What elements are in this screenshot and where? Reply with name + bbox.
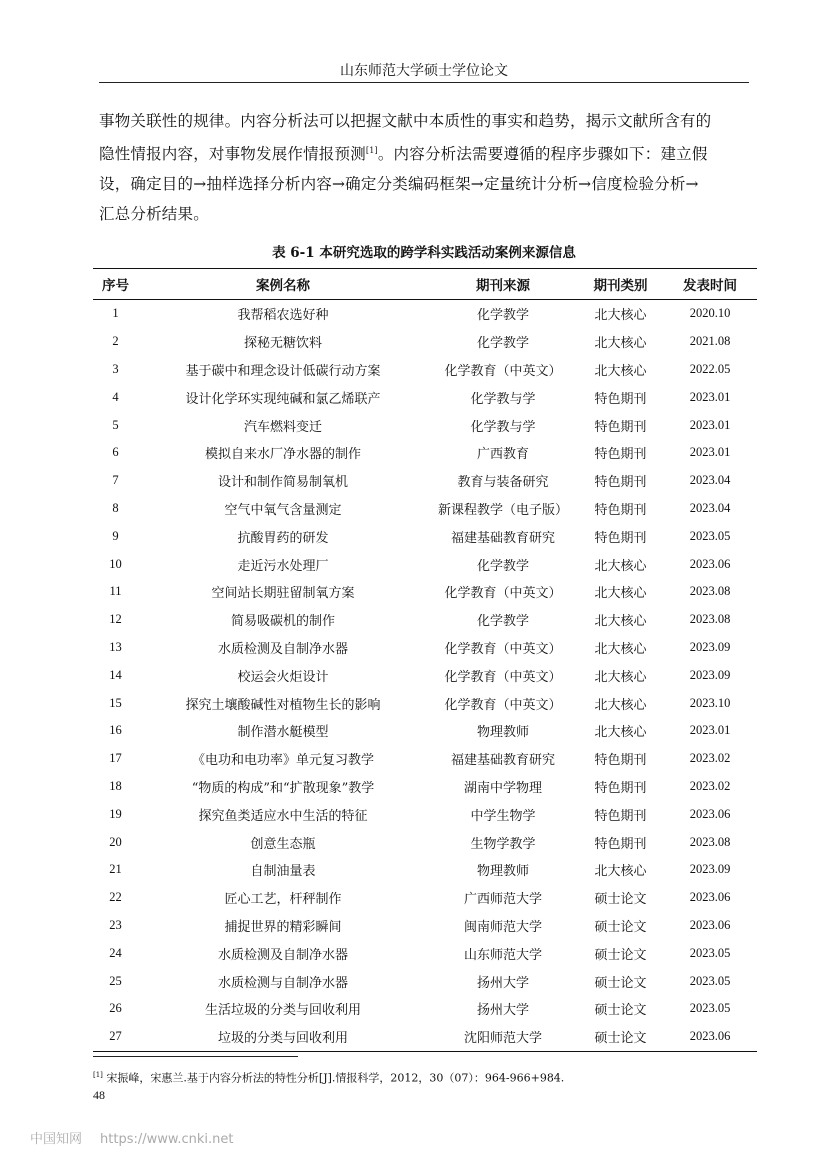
- row-case-name: 探究土壤酸碱性对植物生长的影响: [185, 697, 381, 713]
- running-header: 山东师范大学硕士学位论文: [340, 63, 508, 79]
- row-publish-date: 2023.08: [689, 834, 731, 849]
- row-journal-category: 北大核心: [594, 336, 647, 352]
- row-publish-date: 2023.06: [689, 556, 731, 571]
- table-row: [93, 967, 757, 995]
- row-index: 14: [109, 667, 122, 682]
- footnote-text: 宋振峰，宋惠兰.基于内容分析法的特性分析[J].情报科学，2012，30（07）：964-966+984.: [102, 1071, 565, 1085]
- row-journal-category: 特色期刊: [594, 780, 647, 796]
- row-case-name: 简易吸碳机的制作: [230, 614, 335, 630]
- row-index: 1: [112, 306, 119, 321]
- row-journal-category: 特色期刊: [594, 391, 647, 407]
- row-publish-date: 2023.05: [689, 973, 731, 988]
- watermark: [30, 1128, 233, 1147]
- table-row: [93, 717, 757, 745]
- row-case-name: 模拟自来水厂净水器的制作: [204, 447, 361, 463]
- row-journal-category: 特色期刊: [594, 502, 647, 518]
- row-journal-source: 化学教育（中英文）: [444, 586, 562, 602]
- row-journal-category: 硕士论文: [594, 892, 647, 908]
- row-case-name: 生活垃圾的分类与回收利用: [204, 1003, 361, 1019]
- row-index: 10: [109, 556, 122, 571]
- row-journal-category: 硕士论文: [578, 1023, 663, 1051]
- row-journal-category: 北大核心: [594, 558, 647, 574]
- row-publish-date: 2021.08: [689, 334, 731, 349]
- row-publish-date: 2023.05: [689, 945, 731, 960]
- row-case-name: 创意生态瓶: [250, 836, 316, 852]
- row-publish-date: 2023.06: [689, 917, 731, 932]
- row-index: 6: [112, 445, 119, 460]
- row-journal-category: 特色期刊: [594, 836, 647, 852]
- table-row: [93, 439, 757, 467]
- table-body: [93, 300, 757, 1052]
- table-row: [93, 522, 757, 550]
- row-journal-category: 硕士论文: [594, 947, 647, 963]
- row-publish-date: 2023.10: [689, 695, 731, 710]
- paragraph-line-2-text-b: 。内容分析法需要遵循的程序步骤如下：建立假: [377, 145, 708, 164]
- row-case-name: 匠心工艺，杆秤制作: [224, 892, 342, 908]
- row-index: 15: [109, 695, 122, 710]
- row-index: 11: [109, 584, 122, 599]
- row-publish-date: 2023.09: [689, 862, 731, 877]
- row-index: 2: [112, 334, 119, 349]
- row-case-name: 垃圾的分类与回收利用: [138, 1023, 428, 1051]
- row-publish-date: 2023.06: [689, 806, 731, 821]
- row-journal-source: 扬州大学: [476, 1003, 529, 1019]
- paragraph-line-2: [99, 136, 749, 169]
- row-publish-date: 2023.06: [663, 1023, 757, 1051]
- row-journal-source: 湖南中学物理: [463, 780, 542, 796]
- row-index: 8: [112, 500, 119, 515]
- table-row: [93, 495, 757, 523]
- row-case-name: 基于碳中和理念设计低碳行动方案: [185, 363, 381, 379]
- row-index: 17: [109, 751, 122, 766]
- row-index: 19: [109, 806, 122, 821]
- table-row: [93, 300, 757, 328]
- row-journal-source: 化学教与学: [470, 419, 536, 435]
- table-row: [93, 328, 757, 356]
- row-journal-category: 特色期刊: [594, 447, 647, 463]
- row-case-name: 探秘无糖饮料: [243, 336, 322, 352]
- row-journal-category: 北大核心: [594, 864, 647, 880]
- table-row: [93, 773, 757, 801]
- row-case-name: 校运会火炬设计: [237, 669, 329, 685]
- table-row: [93, 800, 757, 828]
- row-publish-date: 2023.01: [689, 417, 731, 432]
- row-journal-source: 化学教学: [476, 308, 529, 324]
- footnote-rule: [93, 1056, 298, 1057]
- row-journal-category: 特色期刊: [594, 753, 647, 769]
- row-journal-source: 化学教育（中英文）: [444, 697, 562, 713]
- row-journal-source: 化学教与学: [470, 391, 536, 407]
- row-publish-date: 2022.05: [689, 361, 731, 376]
- row-index: 27: [93, 1023, 138, 1051]
- row-index: 13: [109, 639, 122, 654]
- row-case-name: 空气中氧气含量测定: [224, 502, 342, 518]
- row-journal-category: 特色期刊: [594, 808, 647, 824]
- table-row: [93, 578, 757, 606]
- table-caption: 表 6-1 本研究选取的跨学科实践活动案例来源信息: [272, 245, 576, 261]
- row-index: 18: [109, 778, 122, 793]
- row-publish-date: 2023.02: [689, 778, 731, 793]
- row-journal-source: 化学教学: [476, 558, 529, 574]
- row-journal-source: 沈阳师范大学: [428, 1023, 578, 1051]
- row-journal-source: 扬州大学: [476, 975, 529, 991]
- row-case-name: 设计化学环实现纯碱和氯乙烯联产: [185, 391, 381, 407]
- row-journal-source: 化学教育（中英文）: [444, 669, 562, 685]
- row-journal-source: 物理教师: [476, 725, 529, 741]
- header-journal-category: 期刊类别: [578, 269, 663, 300]
- row-case-name: 设计和制作简易制氧机: [217, 475, 348, 491]
- table-row: [93, 689, 757, 717]
- row-index: 5: [112, 417, 119, 432]
- case-source-table: [93, 268, 757, 1052]
- row-journal-source: 生物学教学: [470, 836, 536, 852]
- row-case-name: “物质的构成”和“扩散现象”教学: [191, 780, 375, 796]
- row-case-name: 水质检测及自制净水器: [217, 947, 348, 963]
- table-row: [93, 356, 757, 384]
- row-publish-date: 2023.08: [689, 612, 731, 627]
- row-journal-category: 北大核心: [594, 697, 647, 713]
- footnote-ref: [1]: [93, 1071, 103, 1079]
- row-case-name: 抗酸胃药的研发: [237, 530, 329, 546]
- row-journal-source: 福建基础教育研究: [450, 530, 555, 546]
- row-index: 12: [109, 612, 122, 627]
- row-case-name: 水质检测及自制净水器: [217, 641, 348, 657]
- row-journal-source: 山东师范大学: [463, 947, 542, 963]
- table-row: [93, 939, 757, 967]
- row-index: 7: [112, 473, 119, 488]
- row-index: 4: [112, 389, 119, 404]
- row-case-name: 自制油量表: [250, 864, 316, 880]
- row-journal-category: 北大核心: [594, 641, 647, 657]
- header-publish-date: 发表时间: [663, 269, 757, 300]
- row-case-name: 《电功和电功率》单元复习教学: [191, 753, 374, 769]
- row-publish-date: 2023.05: [689, 1001, 731, 1016]
- watermark-brand: 中国知网: [30, 1132, 83, 1147]
- citation-ref[interactable]: [1]: [365, 146, 378, 155]
- paragraph-line-4: 汇总分析结果。: [99, 205, 209, 224]
- row-case-name: 走近污水处理厂: [237, 558, 329, 574]
- row-journal-source: 福建基础教育研究: [450, 753, 555, 769]
- row-publish-date: 2023.04: [689, 500, 731, 515]
- row-journal-category: 特色期刊: [594, 530, 647, 546]
- row-journal-source: 广西教育: [476, 447, 529, 463]
- row-journal-category: 北大核心: [594, 669, 647, 685]
- row-case-name: 汽车燃料变迁: [243, 419, 322, 435]
- row-journal-source: 化学教学: [476, 614, 529, 630]
- table-row: [93, 828, 757, 856]
- row-publish-date: 2023.09: [689, 667, 731, 682]
- row-journal-source: 新课程教学（电子版）: [437, 502, 568, 518]
- table-row: [93, 661, 757, 689]
- row-journal-category: 特色期刊: [594, 419, 647, 435]
- page-number: 48: [93, 1088, 105, 1102]
- row-publish-date: 2023.08: [689, 584, 731, 599]
- table-row: [93, 995, 757, 1023]
- row-index: 21: [109, 862, 122, 877]
- row-case-name: 我帮稻农选好种: [237, 308, 329, 324]
- table-row: [93, 912, 757, 940]
- row-journal-source: 中学生物学: [470, 808, 536, 824]
- row-index: 25: [109, 973, 122, 988]
- table-row: [93, 411, 757, 439]
- paragraph-line-3: 设，确定目的→抽样选择分析内容→确定分类编码框架→定量统计分析→信度检验分析→: [99, 175, 699, 194]
- row-publish-date: 2023.01: [689, 445, 731, 460]
- row-index: 9: [112, 528, 119, 543]
- row-case-name: 探究鱼类适应水中生活的特征: [198, 808, 368, 824]
- table-row: [93, 606, 757, 634]
- row-publish-date: 2023.01: [689, 389, 731, 404]
- row-index: 22: [109, 890, 122, 905]
- header-case-name: 案例名称: [138, 269, 428, 300]
- row-journal-source: 化学教育（中英文）: [444, 363, 562, 379]
- row-index: 20: [109, 834, 122, 849]
- row-index: 23: [109, 917, 122, 932]
- row-case-name: 制作潜水艇模型: [237, 725, 329, 741]
- row-case-name: 捕捉世界的精彩瞬间: [224, 919, 342, 935]
- row-journal-source: 化学教学: [476, 336, 529, 352]
- row-case-name: 水质检测与自制净水器: [217, 975, 348, 991]
- body-paragraph: [99, 106, 749, 229]
- row-index: 24: [109, 945, 122, 960]
- row-journal-category: 北大核心: [594, 614, 647, 630]
- watermark-url: https://www.cnki.net: [100, 1132, 234, 1147]
- row-journal-category: 北大核心: [594, 308, 647, 324]
- table-row: [93, 1023, 757, 1051]
- footnote: [93, 1068, 564, 1086]
- row-publish-date: 2020.10: [689, 306, 731, 321]
- table-row: [93, 383, 757, 411]
- row-case-name: 空间站长期驻留制氧方案: [211, 586, 355, 602]
- paragraph-line-2-text-a: 隐性情报内容，对事物发展作情报预测: [99, 145, 366, 164]
- row-journal-category: 特色期刊: [594, 475, 647, 491]
- row-publish-date: 2023.02: [689, 751, 731, 766]
- table-row: [93, 467, 757, 495]
- row-journal-category: 北大核心: [594, 363, 647, 379]
- row-index: 16: [109, 723, 122, 738]
- table-header-row: [93, 269, 757, 300]
- row-journal-category: 北大核心: [594, 586, 647, 602]
- header-journal-source: 期刊来源: [428, 269, 578, 300]
- header-index: 序号: [93, 269, 138, 300]
- row-publish-date: 2023.04: [689, 473, 731, 488]
- row-publish-date: 2023.01: [689, 723, 731, 738]
- row-journal-source: 化学教育（中英文）: [444, 641, 562, 657]
- row-index: 26: [109, 1001, 122, 1016]
- row-journal-category: 硕士论文: [594, 919, 647, 935]
- table-row: [93, 745, 757, 773]
- header-rule: [99, 82, 749, 83]
- table-row: [93, 884, 757, 912]
- row-journal-source: 闽南师范大学: [463, 919, 542, 935]
- row-journal-category: 硕士论文: [594, 975, 647, 991]
- paragraph-line-1: 事物关联性的规律。内容分析法可以把握文献中本质性的事实和趋势，揭示文献所含有的: [99, 112, 712, 130]
- row-journal-category: 北大核心: [594, 725, 647, 741]
- row-publish-date: 2023.09: [689, 639, 731, 654]
- row-publish-date: 2023.06: [689, 890, 731, 905]
- row-journal-source: 物理教师: [476, 864, 529, 880]
- table-row: [93, 634, 757, 662]
- row-journal-source: 广西师范大学: [463, 892, 542, 908]
- table-row: [93, 856, 757, 884]
- row-journal-category: 硕士论文: [594, 1003, 647, 1019]
- row-publish-date: 2023.05: [689, 528, 731, 543]
- row-journal-source: 教育与装备研究: [457, 475, 549, 491]
- row-index: 3: [112, 361, 119, 376]
- table-row: [93, 550, 757, 578]
